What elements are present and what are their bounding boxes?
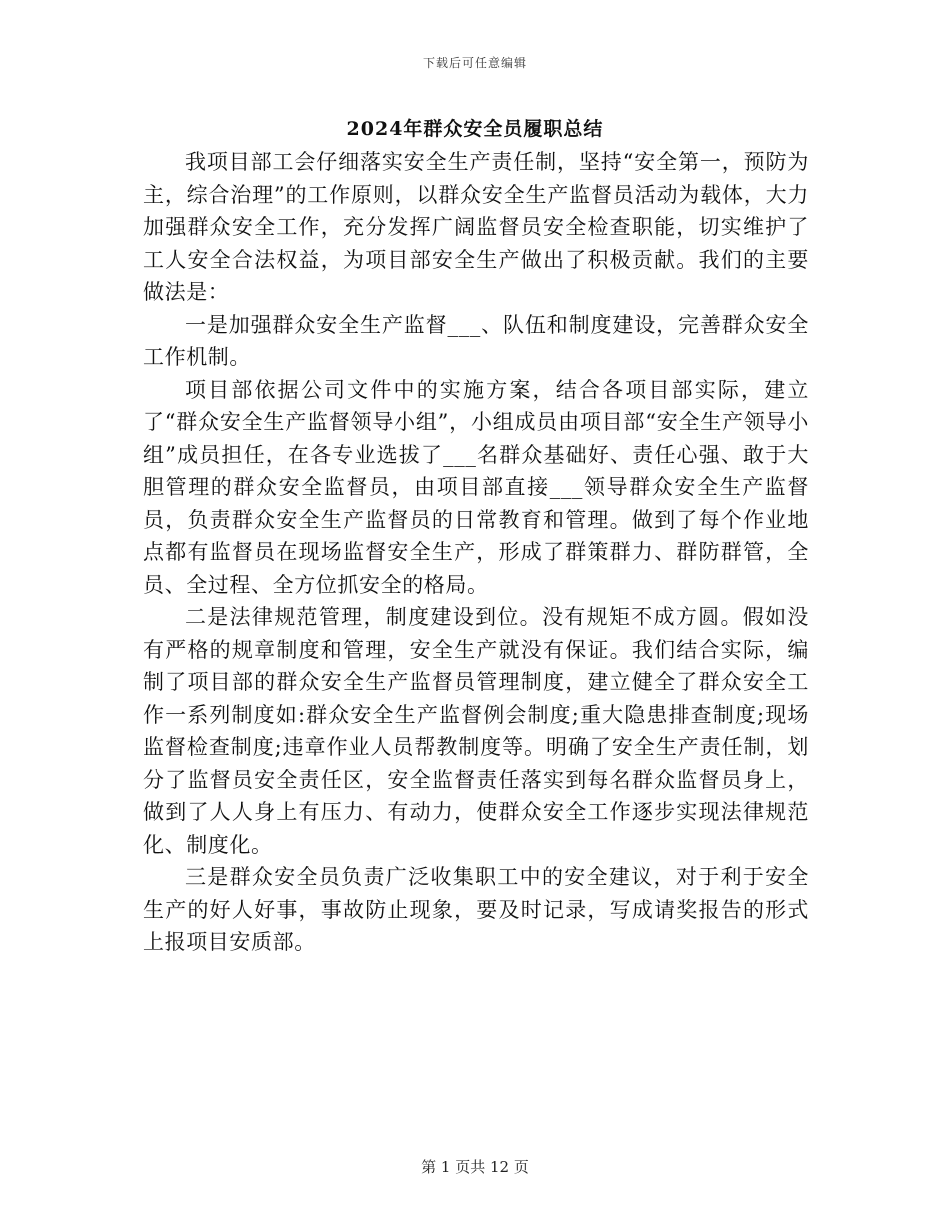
paragraph-point-one: 一是加强群众安全生产监督___、队伍和制度建设，完善群众安全工作机制。: [143, 312, 809, 369]
paragraph-point-two: 二是法律规范管理，制度建设到位。没有规矩不成方圆。假如没有严格的规章制度和管理，安全生产就没有保证。我们结合实际，编制了项目部的群众安全生产监督员管理制度，建立健全了群众安全工作一系列制度如:群众安全生产监督例会制度;重大隐患排查制度;现场监督检查制度;违章作业人员帮教制度等。明确了安全生产责任制，划分了监督员安全责任区，安全监督责任落实到每名群众监督员身上，做到了人人身上有压力、有动力，使群众安全工作逐步实现法律规范化、制度化。: [143, 605, 809, 857]
header-note: 下载后可任意编辑: [422, 56, 527, 70]
document-body: [143, 146, 809, 959]
document-title: 2024年群众安全员履职总结: [346, 118, 604, 140]
paragraph-point-one-detail: 项目部依据公司文件中的实施方案，结合各项目部实际，建立了“群众安全生产监督领导小组”，小组成员由项目部“安全生产领导小组”成员担任，在各专业选拔了___名群众基础好、责任心强、敢于大胆管理的群众安全监督员，由项目部直接___领导群众安全生产监督员，负责群众安全生产监督员的日常教育和管理。做到了每个作业地点都有监督员在现场监督安全生产，形成了群策群力、群防群管，全员、全过程、全方位抓安全的格局。: [143, 377, 809, 597]
paragraph-point-three: 三是群众安全员负责广泛收集职工中的安全建议，对于利于安全生产的好人好事，事故防止现象，要及时记录，写成请奖报告的形式上报项目安质部。: [143, 865, 809, 954]
paragraph-intro: 我项目部工会仔细落实安全生产责任制，坚持“安全第一，预防为主，综合治理”的工作原则，以群众安全生产监督员活动为载体，大力加强群众安全工作，充分发挥广阔监督员安全检查职能，切实维护了工人安全合法权益，为项目部安全生产做出了积极贡献。我们的主要做法是：: [143, 150, 809, 304]
page-number-footer: 第 1 页共 12 页: [421, 1158, 529, 1176]
